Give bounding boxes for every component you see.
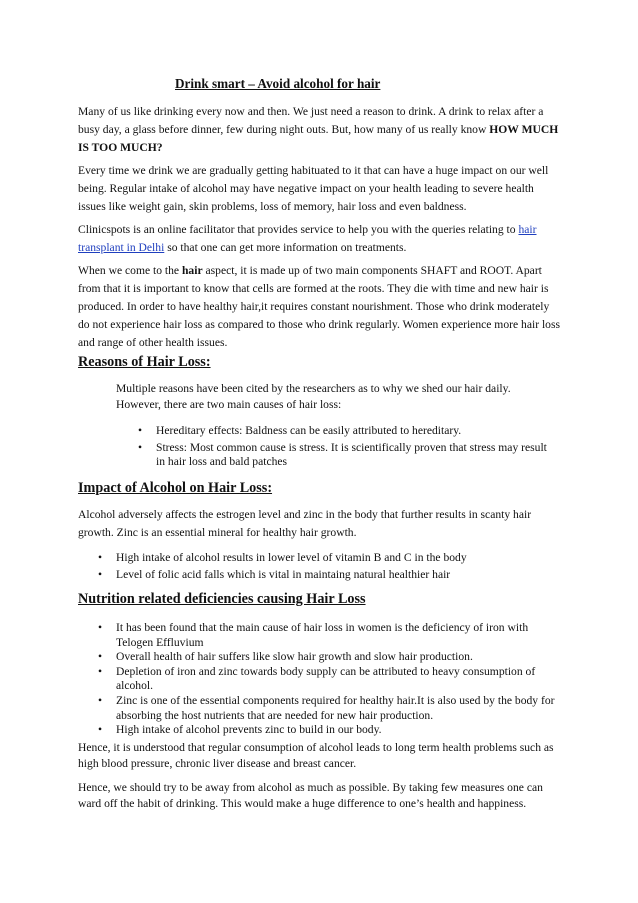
- hair-transplant-link[interactable]: hair transplant in Delhi: [78, 223, 537, 254]
- intro-paragraph-1: [78, 103, 560, 157]
- list-item-text: Depletion of iron and zinc towards body supply can be attributed to heavy consumption of alcohol.: [116, 664, 536, 693]
- impact-text: Alcohol adversely affects the estrogen level and zinc in the body that further results in scanty hair growth. Zinc is an essential mineral for healthy hair growth.: [78, 508, 532, 539]
- intro-paragraph-2: Every time we drink we are gradually getting habituated to it that can have a huge impact on our well being. Regular intake of alcohol may have negative impact on your health leading to severe health issues like weight gain, skin problems, loss of memory, hair loss and even baldness.: [78, 164, 549, 213]
- reasons-text: Multiple reasons have been cited by the researchers as to why we shed our hair daily. However, there are two main causes of hair loss:: [116, 382, 511, 411]
- impact-list: [98, 551, 556, 582]
- conclusion-paragraph-2: Hence, we should try to be away from alcohol as much as possible. By taking few measures one can ward off the habit of drinking. This would make a huge difference to one’s health and happiness.: [78, 781, 543, 810]
- list-item-text: Hereditary effects: Baldness can be easily attributed to hereditary.: [156, 424, 462, 437]
- intro-p1-bold: HOW MUCH IS TOO MUCH?: [78, 123, 559, 154]
- list-item: [138, 440, 554, 470]
- nutrition-list: [98, 621, 558, 738]
- list-item-text: Level of folic acid falls which is vital in maintaing natural healthier hair: [116, 567, 451, 581]
- nutrition-heading: Nutrition related deficiencies causing Hair Loss: [78, 591, 366, 607]
- bullet-icon: •: [98, 551, 103, 564]
- bullet-icon: •: [98, 650, 103, 664]
- intro-paragraph-3: [78, 221, 560, 257]
- list-item-text: High intake of alcohol results in lower level of vitamin B and C in the body: [116, 551, 467, 564]
- bullet-icon: •: [98, 567, 103, 581]
- list-item-text: High intake of alcohol prevents zinc to build in our body.: [116, 723, 382, 737]
- intro-p4-bold: hair: [181, 264, 203, 277]
- impact-heading: Impact of Alcohol on Hair Loss:: [78, 480, 273, 496]
- bullet-icon: •: [98, 664, 103, 678]
- intro-p3-after: so that one can get more information on treatments.: [164, 241, 407, 254]
- reasons-heading: Reasons of Hair Loss:: [78, 354, 211, 370]
- reasons-list: [138, 424, 554, 470]
- intro-p3-text: Clinicspots is an online facilitator that provides service to help you with the queries relating to: [78, 223, 519, 236]
- bullet-icon: •: [138, 440, 143, 454]
- bullet-icon: •: [98, 693, 103, 707]
- list-item: [98, 664, 558, 694]
- list-item-text: Zinc is one of the essential components required for healthy hair.It is also used by the body for absorbing the host nutrients that are needed for new hair production.: [116, 693, 555, 722]
- page-title: Drink smart – Avoid alcohol for hair: [175, 76, 381, 91]
- bullet-icon: •: [138, 424, 143, 437]
- intro-p4-text: When we come to the: [78, 264, 182, 277]
- list-item: [98, 723, 558, 738]
- list-item: [98, 693, 558, 723]
- bullet-icon: •: [98, 621, 103, 634]
- list-item: [138, 424, 554, 439]
- list-item-text: Overall health of hair suffers like slow hair growth and slow hair production.: [116, 650, 473, 664]
- bullet-icon: •: [98, 723, 103, 737]
- list-item: [98, 567, 556, 583]
- intro-paragraph-4: [78, 262, 560, 352]
- intro-p4-after: aspect, it is made up of two main components SHAFT and ROOT. Apart from that it is important to know that cells are formed at the roots. They die with time and new hair is produced. In order to have healthy hair,it requires constant nourishment. Those who drink moderately do not experience hair loss as compared to those who drink regularly. Women experience more hair loss and range of other health issues.: [78, 264, 560, 349]
- conclusion-paragraph-1: Hence, it is understood that regular consumption of alcohol leads to long term health problems such as high blood pressure, chronic liver disease and breast cancer.: [78, 741, 554, 770]
- list-item: [98, 650, 558, 665]
- list-item-text: Stress: Most common cause is stress. It is scientifically proven that stress may result in hair loss and bald patches: [156, 440, 547, 469]
- list-item: [98, 551, 556, 566]
- list-item-text: It has been found that the main cause of hair loss in women is the deficiency of iron with Telogen Effluvium: [116, 621, 529, 649]
- intro-p1-text: Many of us like drinking every now and then. We just need a reason to drink. A drink to relax after a busy day, a glass before dinner, few during night outs. But, how many of us really know: [78, 105, 544, 136]
- list-item: [98, 621, 558, 650]
